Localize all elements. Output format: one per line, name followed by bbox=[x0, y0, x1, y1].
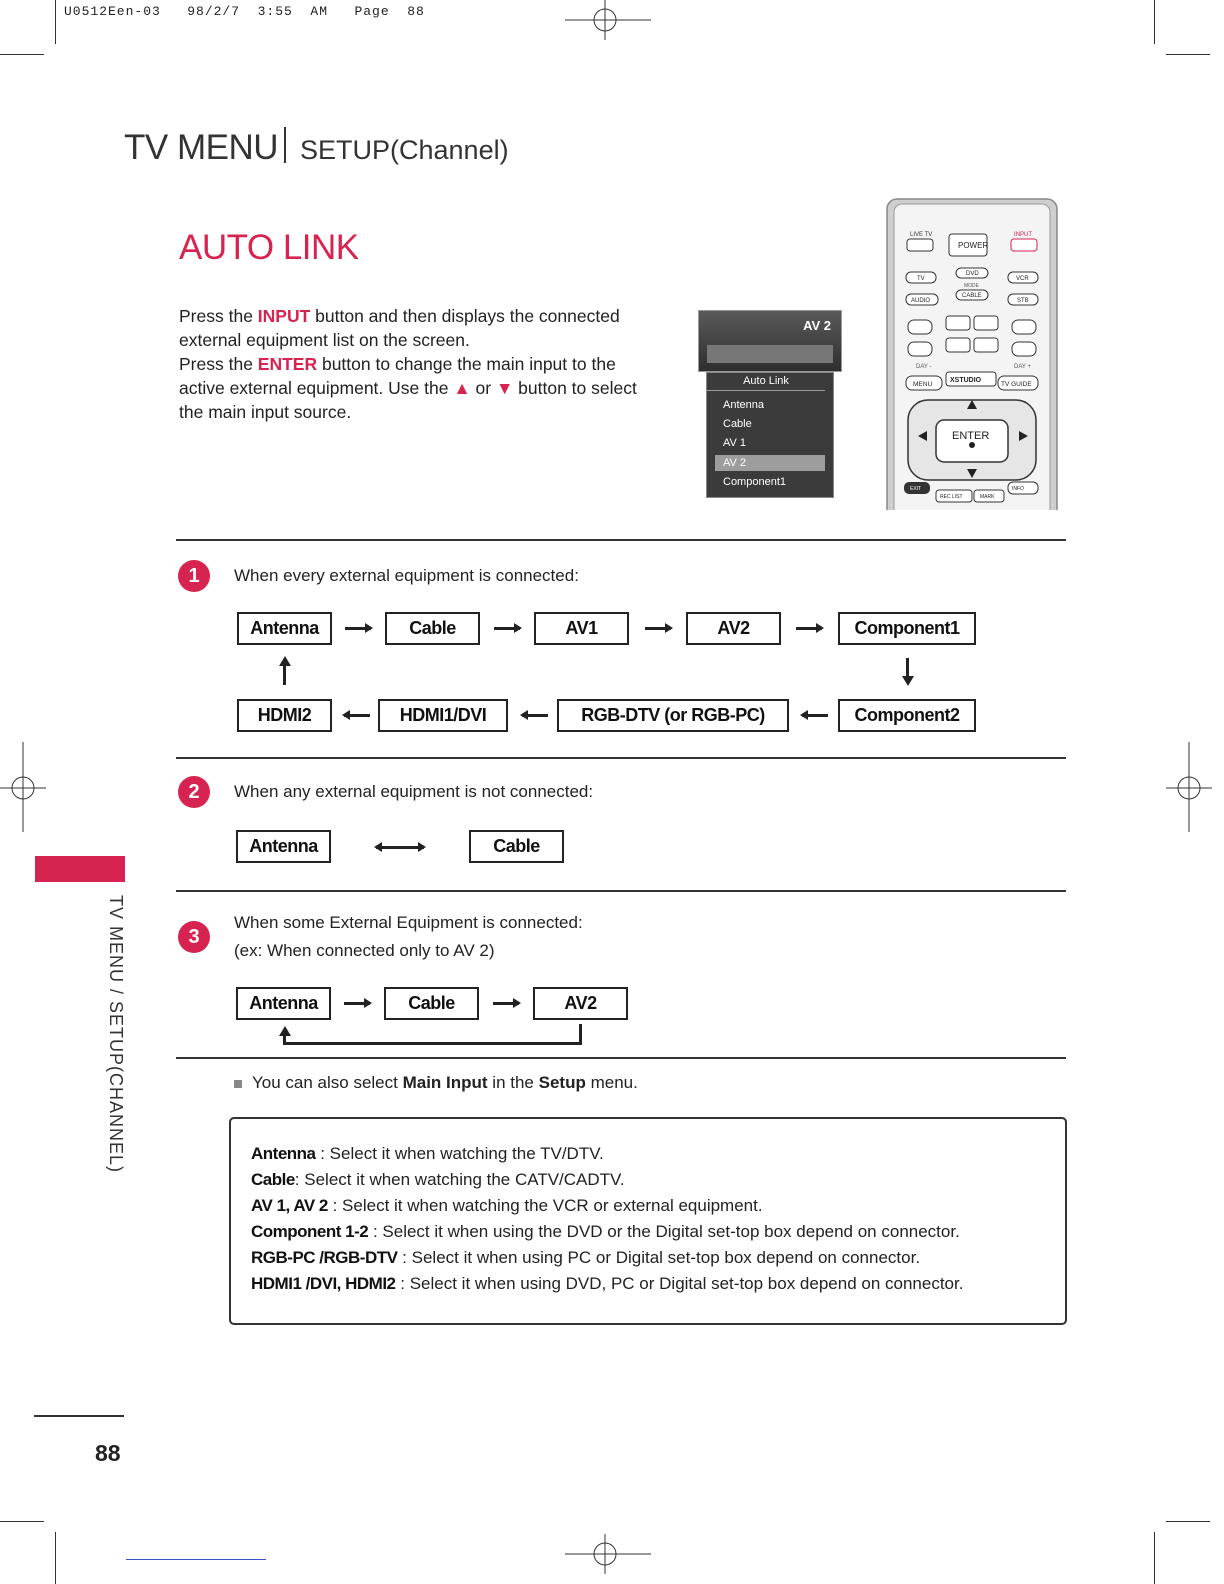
step3-caption-example: (ex: When connected only to AV 2) bbox=[234, 941, 495, 960]
flow-box: AV2 bbox=[686, 612, 781, 645]
play-button[interactable] bbox=[946, 316, 970, 330]
live-tv-button[interactable] bbox=[907, 239, 933, 251]
right-arrow-icon bbox=[645, 627, 671, 630]
stop-button[interactable] bbox=[908, 320, 932, 334]
print-header: U0512Een-03 98/2/7 3:55 AM Page 88 bbox=[64, 4, 425, 19]
right-arrow-icon bbox=[344, 1002, 370, 1005]
up-arrow-icon: ▲ bbox=[453, 378, 471, 398]
rewind-button[interactable] bbox=[946, 338, 970, 352]
footer-underline bbox=[126, 1559, 266, 1560]
mode-label: MODE bbox=[964, 283, 979, 289]
registration-mark-icon bbox=[565, 0, 651, 40]
footer-rule bbox=[34, 1415, 124, 1417]
flow-box: Antenna bbox=[236, 987, 331, 1020]
right-arrow-icon bbox=[345, 627, 371, 630]
skip-back-button[interactable] bbox=[908, 342, 932, 356]
page-subtitle: SETUP(Channel) bbox=[300, 135, 509, 165]
cable-mode-label: CABLE bbox=[962, 293, 982, 299]
page-title: TV MENU bbox=[124, 128, 278, 167]
input-button[interactable] bbox=[1011, 239, 1037, 251]
section-divider bbox=[176, 1057, 1066, 1059]
input-definitions-box bbox=[229, 1117, 1067, 1325]
osd-header bbox=[698, 310, 842, 372]
flow-box: RGB-DTV (or RGB-PC) bbox=[557, 699, 789, 732]
flow-box: Cable bbox=[469, 830, 564, 863]
crop-mark bbox=[55, 1532, 56, 1584]
skip-forward-button[interactable] bbox=[1012, 342, 1036, 356]
enter-label: ENTER bbox=[952, 430, 990, 442]
side-section-label: TV MENU / SETUP(CHANNEL) bbox=[106, 895, 126, 1174]
section-divider bbox=[176, 539, 1066, 541]
definition-line: RGB-PC /RGB-DTV : Select it when using PC or Digital set-top box depend on connector. bbox=[251, 1248, 921, 1267]
flow-box: Component1 bbox=[838, 612, 976, 645]
up-arrow-head-icon bbox=[278, 656, 292, 666]
step1-caption: When every external equipment is connected: bbox=[234, 566, 579, 585]
left-arrow-icon bbox=[344, 714, 370, 717]
left-arrow-icon bbox=[802, 714, 828, 717]
osd-auto-link bbox=[698, 310, 842, 500]
flow-box: Cable bbox=[384, 987, 479, 1020]
step2-caption: When any external equipment is not connected: bbox=[234, 782, 594, 801]
step-badge-2: 2 bbox=[178, 776, 210, 808]
right-arrow-icon bbox=[796, 627, 822, 630]
osd-item[interactable]: Cable bbox=[723, 418, 752, 430]
left-arrow-icon bbox=[522, 714, 548, 717]
osd-list-title: Auto Link bbox=[707, 375, 825, 391]
down-arrow-head-icon bbox=[901, 676, 915, 686]
definition-line: AV 1, AV 2 : Select it when watching the VCR or external equipment. bbox=[251, 1196, 763, 1215]
registration-mark-icon bbox=[565, 1534, 651, 1574]
osd-header-bar bbox=[707, 345, 833, 363]
audio-mode-label: AUDIO bbox=[911, 298, 931, 304]
record-button[interactable] bbox=[1012, 320, 1036, 334]
osd-item[interactable]: Component1 bbox=[723, 476, 786, 488]
day-plus-label: DAY + bbox=[1014, 364, 1031, 370]
tv-mode-label: TV bbox=[917, 276, 925, 282]
crop-mark bbox=[1166, 54, 1210, 55]
step3-caption: When some External Equipment is connected: bbox=[234, 913, 583, 932]
crop-mark bbox=[0, 1521, 44, 1522]
definition-line: Antenna : Select it when watching the TV/DTV. bbox=[251, 1144, 604, 1163]
menu-label: MENU bbox=[913, 381, 933, 388]
note: You can also select Main Input in the Setup menu. bbox=[234, 1073, 638, 1093]
crop-mark bbox=[1154, 1532, 1155, 1584]
pause-button[interactable] bbox=[974, 316, 998, 330]
definition-line: Component 1-2 : Select it when using the DVD or the Digital set-top box depend on connector. bbox=[251, 1222, 960, 1241]
down-arrow-icon: ▼ bbox=[495, 378, 514, 398]
osd-header-title: AV 2 bbox=[803, 318, 831, 333]
step-badge-3: 3 bbox=[178, 921, 210, 953]
down-arrow-icon bbox=[906, 658, 909, 678]
dvd-mode-label: DVD bbox=[966, 271, 979, 277]
right-arrow-icon bbox=[494, 627, 520, 630]
enter-dot-icon bbox=[969, 442, 975, 448]
rec-list-label: REC LIST bbox=[940, 494, 963, 500]
loop-connector bbox=[579, 1024, 582, 1044]
day-minus-label: DAY - bbox=[916, 364, 932, 370]
up-arrow-head-icon bbox=[278, 1026, 292, 1036]
right-arrow-icon bbox=[493, 1002, 519, 1005]
flow-box: Antenna bbox=[237, 612, 332, 645]
flow-box: Component2 bbox=[838, 699, 976, 732]
flow-box: Cable bbox=[385, 612, 480, 645]
mark-label: MARK bbox=[980, 494, 995, 500]
crop-mark bbox=[0, 54, 44, 55]
section-divider bbox=[176, 757, 1066, 759]
tv-guide-label: TV GUIDE bbox=[1001, 381, 1032, 388]
crop-mark bbox=[1166, 1521, 1210, 1522]
bullet-square-icon bbox=[234, 1080, 242, 1088]
info-label: INFO bbox=[1012, 486, 1024, 492]
section-title: AUTO LINK bbox=[179, 228, 359, 267]
fast-forward-button[interactable] bbox=[974, 338, 998, 352]
flow-box: HDMI2 bbox=[237, 699, 332, 732]
intro-text: Press the INPUT button and then displays the connected external equipment list on the screen. Press the ENTER button to change the main input to the active external equipment. Use the ▲ or ▼ button to select the main input source. bbox=[179, 306, 637, 422]
input-label: INPUT bbox=[1014, 232, 1032, 238]
flow-box: Antenna bbox=[236, 830, 331, 863]
up-arrow-icon bbox=[283, 664, 286, 685]
xstudio-label: XSTUDIO bbox=[950, 377, 982, 384]
crop-mark bbox=[1154, 0, 1155, 44]
bidirectional-arrow-icon bbox=[376, 846, 424, 849]
exit-label: EXIT bbox=[910, 486, 922, 492]
live-tv-label: LIVE TV bbox=[910, 232, 933, 238]
section-divider bbox=[176, 890, 1066, 892]
side-tab-marker bbox=[35, 856, 125, 882]
vcr-mode-label: VCR bbox=[1016, 276, 1029, 282]
osd-item[interactable]: Antenna bbox=[723, 399, 764, 411]
power-label: POWER bbox=[958, 241, 989, 250]
definition-line: Cable: Select it when watching the CATV/CADTV. bbox=[251, 1170, 625, 1189]
remote-control-illustration bbox=[886, 198, 1058, 510]
flow-box: AV2 bbox=[533, 987, 628, 1020]
osd-item-selected[interactable]: AV 2 bbox=[715, 455, 825, 471]
page-number: 88 bbox=[95, 1440, 121, 1466]
crop-mark bbox=[55, 0, 56, 44]
loop-connector bbox=[283, 1042, 582, 1045]
flow-box: HDMI1/DVI bbox=[378, 699, 508, 732]
stb-mode-label: STB bbox=[1017, 298, 1029, 304]
osd-list bbox=[706, 372, 834, 498]
title-separator bbox=[284, 127, 286, 163]
osd-item[interactable]: AV 1 bbox=[723, 437, 747, 449]
definition-line: HDMI1 /DVI, HDMI2 : Select it when using DVD, PC or Digital set-top box depend on connector. bbox=[251, 1274, 964, 1293]
registration-mark-icon bbox=[0, 742, 46, 832]
registration-mark-icon bbox=[1166, 742, 1212, 832]
flow-box: AV1 bbox=[534, 612, 629, 645]
step-badge-1: 1 bbox=[178, 560, 210, 592]
